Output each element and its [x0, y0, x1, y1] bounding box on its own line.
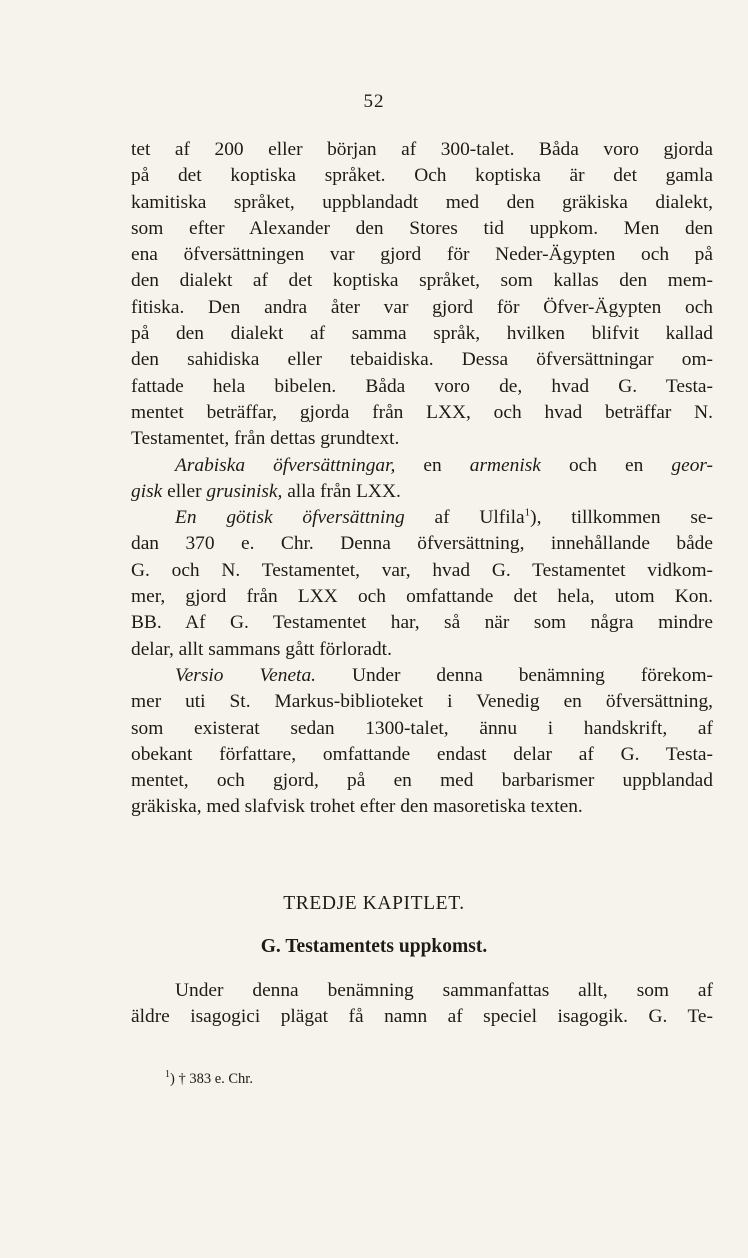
text-line: som efter Alexander den Stores tid uppkom. Men den — [131, 217, 713, 239]
paragraph-gothic — [131, 505, 713, 531]
text-line: den dialekt af det koptiska språket, som kallas den mem- — [131, 270, 713, 292]
text-line: obekant författare, omfattande endast delar af G. Testa- — [131, 743, 713, 765]
text-line: mer uti St. Markus-biblioteket i Venedig en öfversättning, — [131, 691, 713, 713]
text-line: dan 370 e. Chr. Denna öfversättning, innehållande både — [131, 533, 713, 555]
text-line: på det koptiska språket. Och koptiska är det gamla — [131, 165, 713, 187]
text-run: af Ulfila — [404, 507, 525, 529]
text-run: Under denna benämning förekom- — [316, 664, 713, 686]
footnote-reference[interactable]: 1 — [524, 506, 531, 519]
text-run: ), tillkommen se- — [530, 507, 713, 529]
text-line: Testamentet, från dettas grundtext. — [131, 428, 400, 450]
main-text — [131, 137, 713, 821]
text-line: gräkiska, med slafvisk trohet efter den masoretiska texten. — [131, 796, 583, 818]
footnote — [165, 1069, 253, 1088]
paragraph-veneta — [131, 663, 713, 689]
text-line: delar, allt sammans gått förloradt. — [131, 638, 392, 660]
text-line: tet af 200 eller början af 300-talet. Båda voro gjorda — [131, 139, 713, 160]
text-run: och en — [540, 454, 672, 476]
text-line: äldre isagogici plägat få namn af speciel isagogik. G. Te- — [131, 1006, 713, 1028]
text-line: mer, gjord från LXX och omfattande det hela, utom Kon. — [131, 586, 713, 608]
footnote-marker: 1 — [165, 1069, 170, 1080]
text-line — [131, 479, 713, 505]
text-line: fattade hela bibelen. Båda voro de, hvad G. Testa- — [131, 375, 713, 397]
text-line: fitiska. Den andra åter var gjord för Öfver-Ägypten och — [131, 296, 713, 318]
chapter-subheading: G. Testamentets uppkomst. — [260, 936, 488, 957]
text-line: som existerat sedan 1300-talet, ännu i handskrift, af — [131, 717, 713, 739]
text-line: G. och N. Testamentet, var, hvad G. Testamentet vidkom- — [131, 559, 713, 581]
emphasis: grusinisk, — [206, 480, 283, 502]
chapter-heading: TREDJE KAPITLET. — [283, 893, 465, 914]
footnote-text: ) † 383 e. Chr. — [170, 1070, 253, 1087]
emphasis: En götisk öfversättning — [175, 507, 405, 529]
text-run: en — [395, 454, 470, 476]
chapter-text — [131, 978, 713, 1031]
text-line: ena öfversättningen var gjord för Neder-Ägypten och på — [131, 244, 713, 266]
emphasis: Arabiska öfversättningar, — [175, 454, 396, 476]
text-line: mentet beträffar, gjorda från LXX, och hvad beträffar N. — [131, 401, 713, 423]
text-line: på den dialekt af samma språk, hvilken blifvit kallad — [131, 323, 713, 345]
text-run: alla från LXX. — [282, 480, 401, 502]
emphasis: Versio Veneta. — [175, 664, 316, 686]
emphasis: gisk — [131, 480, 163, 502]
text-line: den sahidiska eller tebaidiska. Dessa öfversättningar om- — [131, 349, 713, 371]
page-number: 52 — [363, 91, 385, 112]
emphasis: geor- — [671, 454, 713, 476]
text-line: kamitiska språket, uppblandadt med den gräkiska dialekt, — [131, 191, 713, 213]
text-run: eller — [162, 480, 207, 502]
emphasis: armenisk — [469, 454, 541, 476]
text-line: mentet, och gjord, på en med barbarismer uppblandad — [131, 770, 713, 792]
text-line: Under denna benämning sammanfattas allt, som af — [175, 980, 713, 1001]
paragraph-arabic — [131, 453, 713, 479]
text-line: BB. Af G. Testamentet har, så när som några mindre — [131, 612, 713, 634]
